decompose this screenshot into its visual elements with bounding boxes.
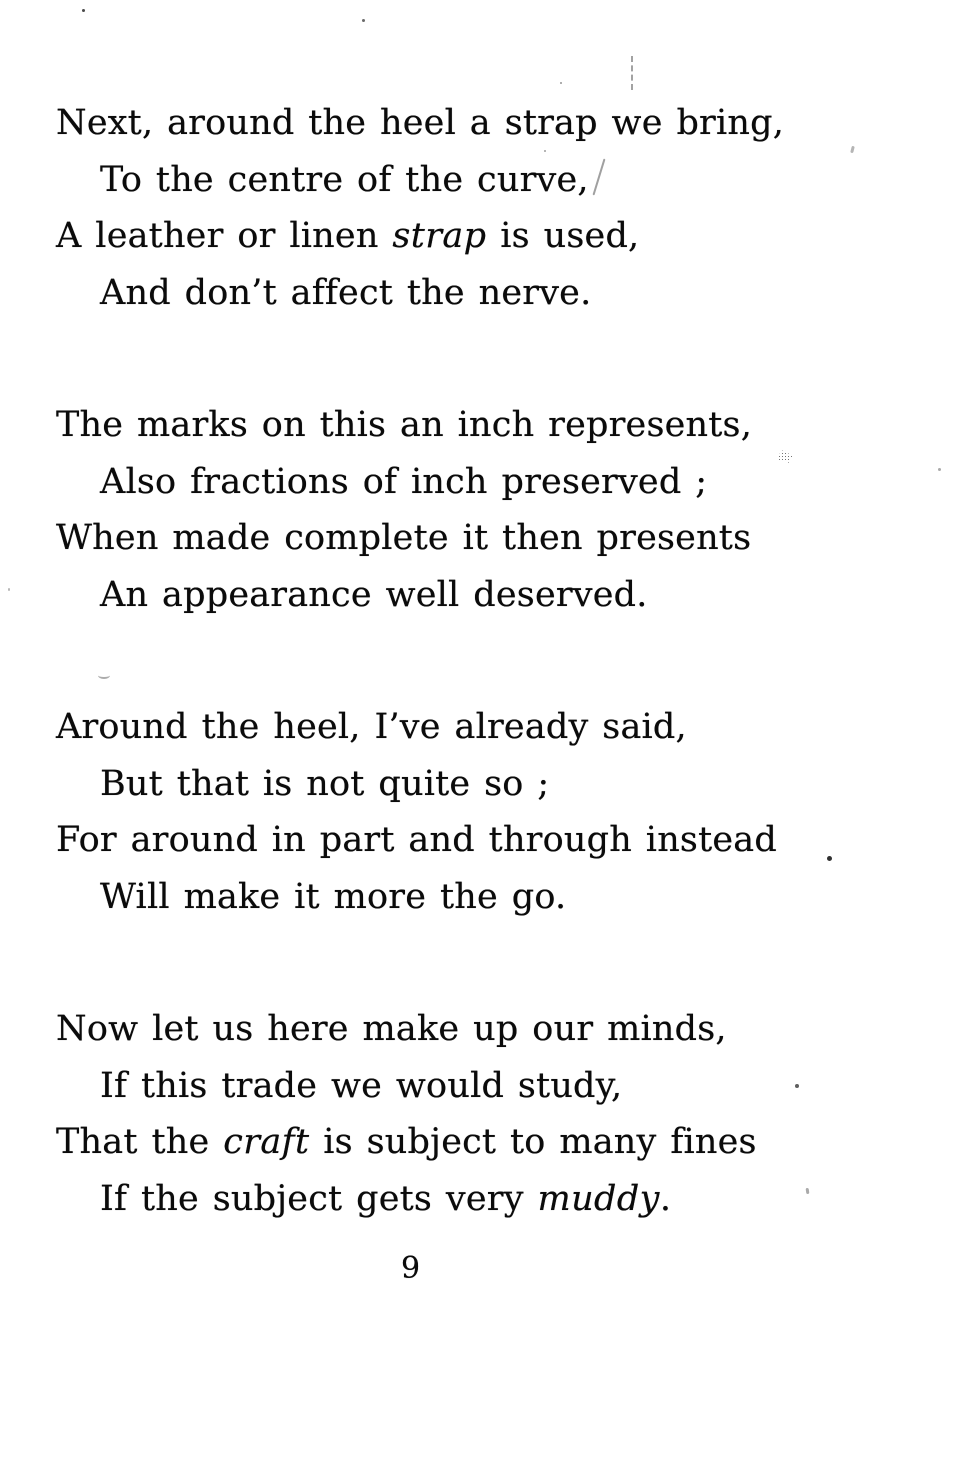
text-segment: A leather or linen bbox=[56, 216, 393, 256]
text-segment: Will make it more the go. bbox=[100, 876, 567, 917]
poem-line bbox=[56, 397, 784, 454]
ink-speck bbox=[850, 146, 855, 154]
poem-line bbox=[56, 1171, 784, 1228]
ink-speck bbox=[795, 1084, 799, 1088]
ink-speck bbox=[938, 468, 941, 471]
poem-stanza bbox=[56, 397, 784, 623]
poem-line bbox=[56, 152, 784, 209]
poem-line bbox=[56, 699, 784, 756]
ink-squiggle bbox=[98, 672, 110, 679]
text-segment: is subject to many fines bbox=[309, 1122, 757, 1162]
ink-speck bbox=[8, 588, 10, 591]
poem-stanza bbox=[56, 1001, 784, 1227]
poem-text bbox=[56, 95, 784, 1303]
poem-line bbox=[56, 567, 784, 624]
poem-stanza bbox=[56, 95, 784, 321]
ink-speck bbox=[827, 856, 832, 861]
poem-line bbox=[56, 265, 784, 322]
text-segment: craft bbox=[223, 1122, 310, 1162]
text-segment: If the subject gets very bbox=[100, 1178, 538, 1219]
text-segment: The marks on this an inch represents, bbox=[56, 405, 753, 445]
text-segment: . bbox=[659, 1178, 672, 1219]
text-segment: strap bbox=[392, 216, 487, 256]
poem-line bbox=[56, 95, 784, 152]
text-segment: When made complete it then presents bbox=[56, 518, 752, 558]
text-segment: To the centre of the curve, bbox=[100, 159, 589, 200]
poem-line bbox=[56, 1058, 784, 1115]
text-segment: is used, bbox=[486, 216, 640, 256]
ink-speck bbox=[560, 82, 562, 84]
poem-line bbox=[56, 510, 784, 567]
text-segment: That the bbox=[56, 1122, 224, 1162]
poem-line bbox=[56, 756, 784, 813]
poem-line bbox=[56, 454, 784, 511]
poem-stanza bbox=[56, 699, 784, 925]
text-segment: If this trade we would study, bbox=[100, 1065, 623, 1106]
text-segment: And don’t affect the nerve. bbox=[100, 272, 592, 313]
text-segment: Next, around the heel a strap we bring, bbox=[56, 103, 785, 143]
page-number: 9 bbox=[401, 1251, 421, 1286]
text-segment: But that is not quite so ; bbox=[100, 763, 550, 804]
text-segment: Around the heel, I’ve already said, bbox=[56, 707, 687, 747]
text-segment: An appearance well deserved. bbox=[100, 574, 648, 615]
poem-line bbox=[56, 208, 784, 265]
text-segment: muddy bbox=[537, 1178, 660, 1219]
text-segment: Now let us here make up our minds, bbox=[56, 1009, 727, 1049]
poem-line bbox=[56, 812, 784, 869]
text-segment: For around in part and through instead bbox=[56, 820, 777, 860]
text-segment: Also fractions of inch preserved ; bbox=[100, 461, 708, 502]
poem-line bbox=[56, 1114, 784, 1171]
poem-line bbox=[56, 1001, 784, 1058]
scan-scratch-dashed bbox=[631, 56, 633, 90]
ink-speck bbox=[544, 150, 546, 152]
ink-speck bbox=[82, 9, 85, 12]
ink-speck bbox=[362, 19, 365, 22]
ink-speck bbox=[806, 1188, 810, 1194]
poem-line bbox=[56, 869, 784, 926]
